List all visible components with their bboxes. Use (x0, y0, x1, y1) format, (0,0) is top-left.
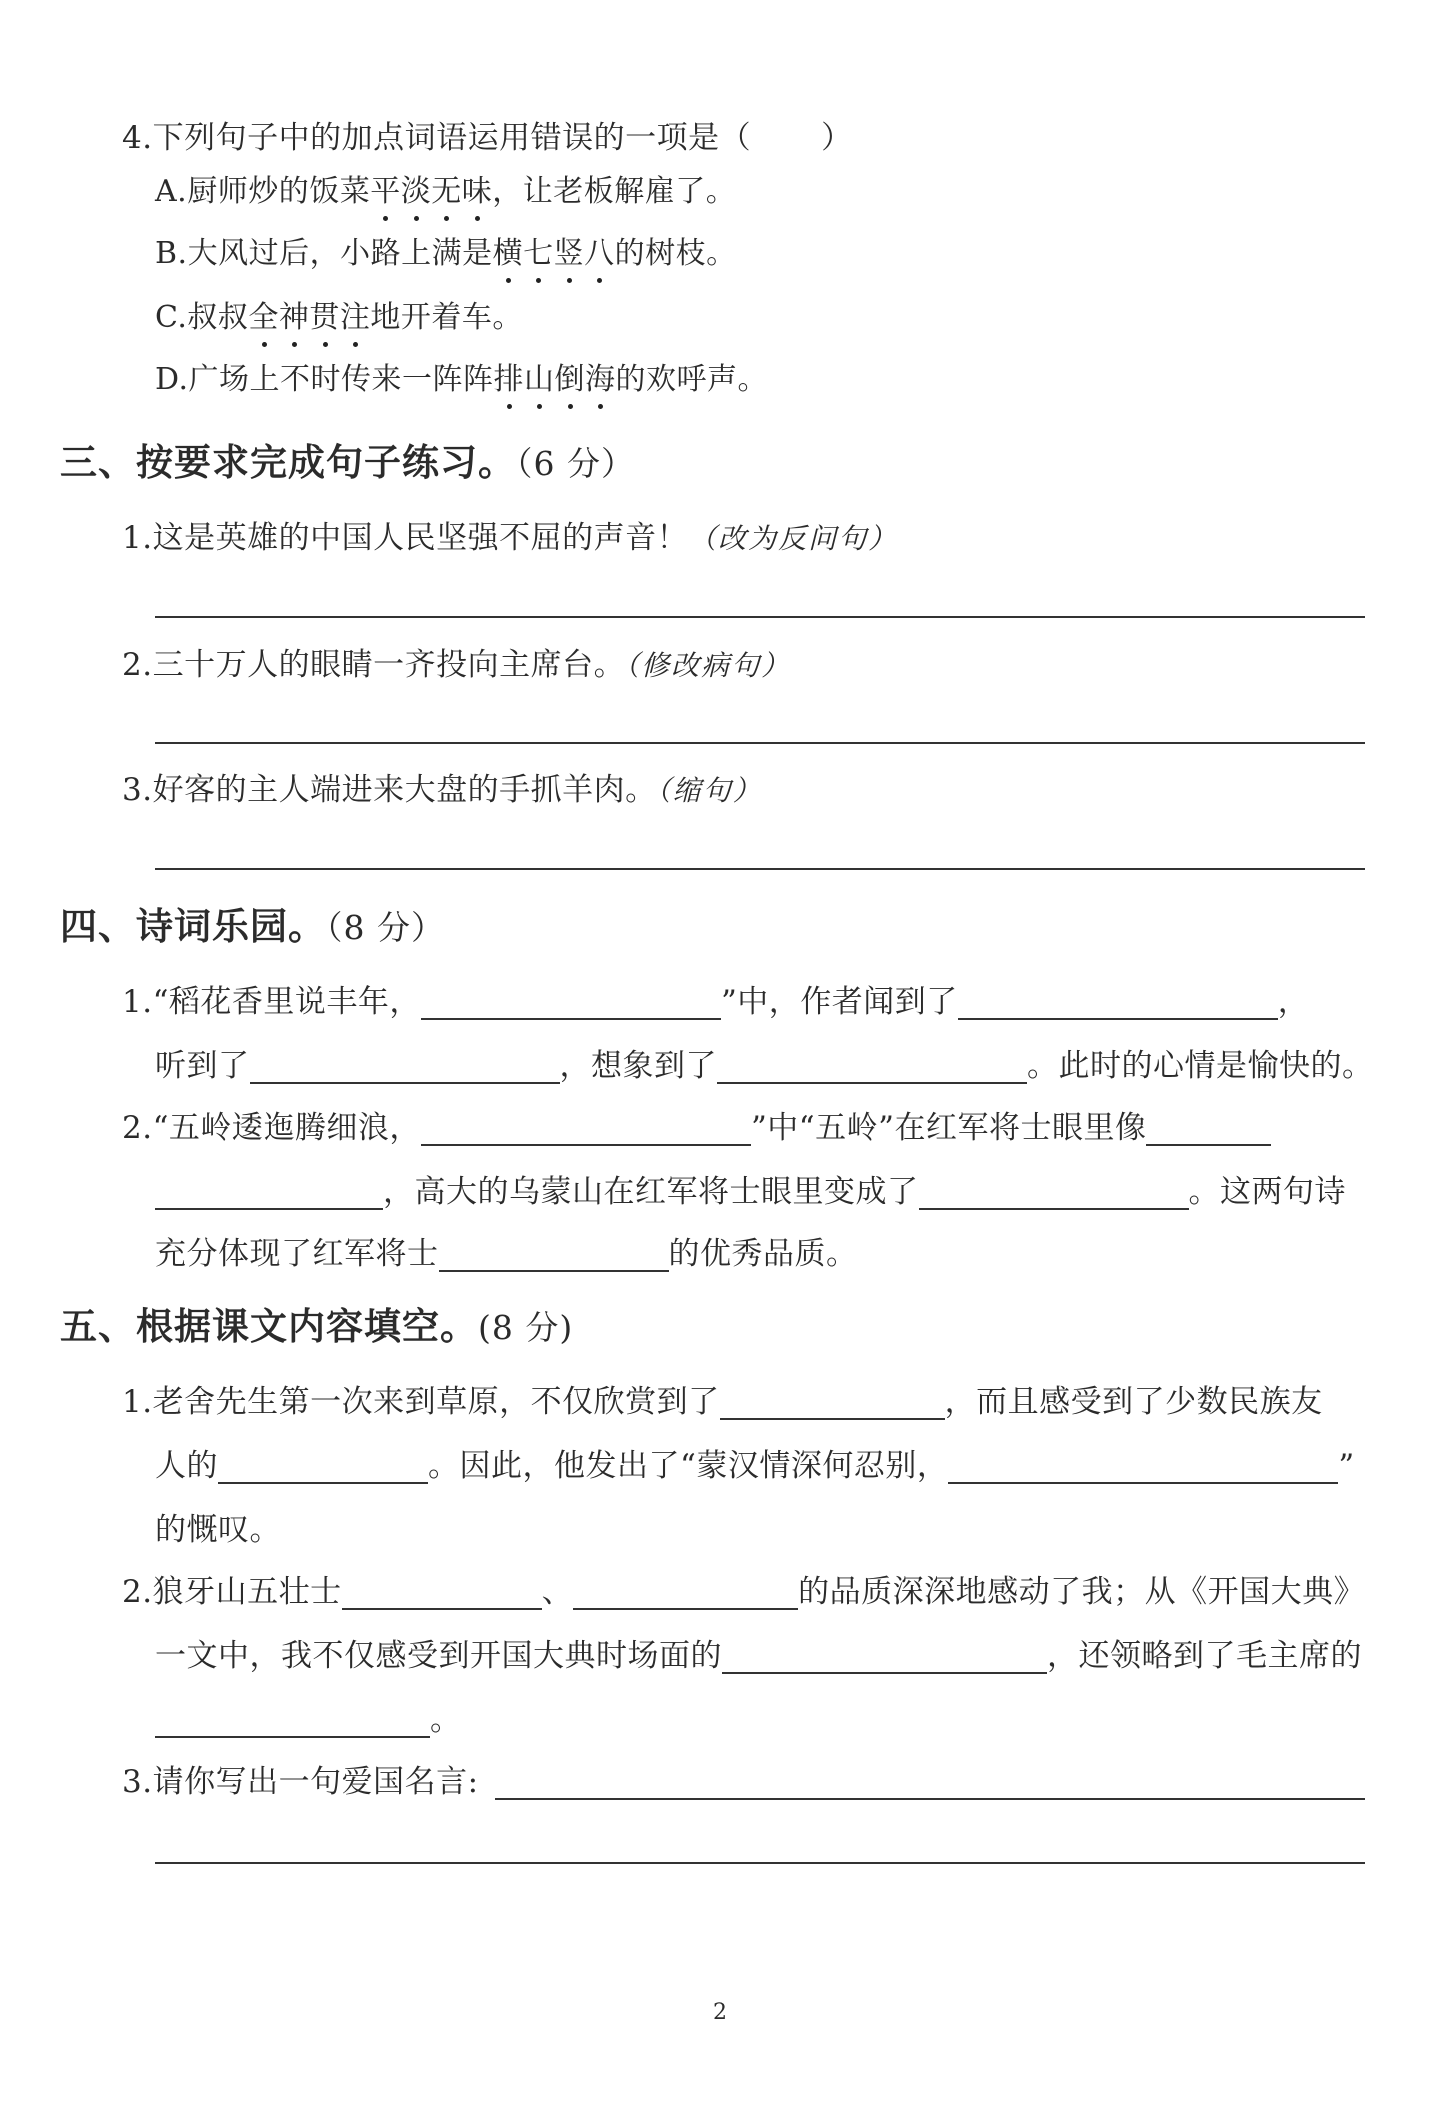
fill-blank[interactable] (155, 1704, 430, 1738)
page-number: 2 (713, 2000, 727, 2025)
sec3-q3: 3.好客的主人端进来大盘的手抓羊肉。（缩句） (122, 772, 763, 808)
fill-blank[interactable] (919, 1176, 1189, 1210)
q4-option-b[interactable]: B.大风过后，小路上满是横七竖八的树枝。 (155, 234, 737, 274)
q4-stem: 4.下列句子中的加点词语运用错误的一项是（ ） (122, 120, 853, 156)
dotted-word (370, 174, 492, 209)
sec4-q1-line2: 听到了 ，想象到了 。此时的心情是愉快的。 (155, 1048, 1374, 1084)
sec4-q2-line2: ，高大的乌蒙山在红军将士眼里变成了 。这两句诗 (155, 1172, 1346, 1212)
sec5-q1-line1: 1.老舍先生第一次来到草原，不仅欣赏到了 ，而且感受到了少数民族友 (122, 1384, 1323, 1420)
fill-blank[interactable] (155, 1176, 383, 1210)
sec5-q2-line1: 2.狼牙山五壮士 、 的品质深深地感动了我；从《开国大典》 (122, 1574, 1366, 1610)
answer-line[interactable] (495, 1798, 1365, 1800)
emphasis-char: 全 (248, 298, 279, 338)
emphasis-char: 无 (431, 172, 462, 212)
dotted-word (494, 362, 616, 397)
fill-blank[interactable] (717, 1050, 1027, 1084)
fill-blank[interactable] (342, 1576, 542, 1610)
fill-blank[interactable] (421, 1112, 751, 1146)
emphasis-char: 注 (340, 298, 371, 338)
emphasis-char: 七 (523, 234, 554, 274)
section-3-title: 三、按要求完成句子练习。（6 分） (60, 440, 635, 484)
answer-line[interactable] (155, 1862, 1365, 1864)
fill-blank[interactable] (439, 1238, 669, 1272)
emphasis-char: 神 (279, 298, 310, 338)
q4-option-c[interactable]: C.叔叔全神贯注地开着车。 (155, 298, 523, 338)
fill-blank[interactable] (1146, 1112, 1271, 1146)
sec5-q2-line2: 一文中，我不仅感受到开国大典时场面的 ，还领略到了毛主席的 (155, 1638, 1362, 1674)
emphasis-char: 山 (524, 360, 555, 400)
sec5-q1-line3: 的慨叹。 (155, 1512, 281, 1548)
emphasis-char: 八 (584, 234, 615, 274)
sec5-q2-line3: 。 (155, 1700, 462, 1740)
sec4-q2-line1: 2.“五岭逶迤腾细浪， ”中“五岭”在红军将士眼里像 (122, 1108, 1271, 1148)
sec3-q1: 1.这是英雄的中国人民坚强不屈的声音！（改为反问句） (122, 520, 899, 556)
answer-line[interactable] (155, 742, 1365, 744)
emphasis-char: 淡 (401, 172, 432, 212)
fill-blank[interactable] (958, 986, 1278, 1020)
fill-blank[interactable] (948, 1450, 1338, 1484)
emphasis-char: 横 (493, 234, 524, 274)
sec4-q2-line3: 充分体现了红军将士 的优秀品质。 (155, 1236, 858, 1272)
sec5-q1-line2: 人的 。因此，他发出了“蒙汉情深何忍别， ” (155, 1448, 1355, 1484)
answer-line[interactable] (155, 868, 1365, 870)
section-4-title: 四、诗词乐园。（8 分） (60, 904, 445, 948)
fill-blank[interactable] (573, 1576, 798, 1610)
q4-option-d[interactable]: D.广场上不时传来一阵阵排山倒海的欢呼声。 (155, 360, 768, 400)
section-5-title: 五、根据课文内容填空。(8 分) (60, 1304, 574, 1348)
emphasis-char: 竖 (554, 234, 585, 274)
fill-blank[interactable] (722, 1640, 1047, 1674)
fill-blank[interactable] (720, 1386, 945, 1420)
fill-blank[interactable] (421, 986, 721, 1020)
emphasis-char: 倒 (555, 360, 586, 400)
dotted-word (248, 300, 370, 335)
sec3-q2: 2.三十万人的眼睛一齐投向主席台。（修改病句） (122, 647, 792, 683)
answer-line[interactable] (155, 616, 1365, 618)
fill-blank[interactable] (218, 1450, 428, 1484)
fill-blank[interactable] (250, 1050, 560, 1084)
sec5-q3: 3.请你写出一句爱国名言: (122, 1764, 479, 1800)
emphasis-char: 味 (462, 172, 493, 212)
emphasis-char: 贯 (309, 298, 340, 338)
sec4-q1-line1: 1.“稻花香里说丰年， ”中，作者闻到了 ， (122, 984, 1310, 1020)
emphasis-char: 平 (370, 172, 401, 212)
dotted-word (493, 236, 615, 271)
emphasis-char: 海 (585, 360, 616, 400)
q4-option-a[interactable]: A.厨师炒的饭菜平淡无味，让老板解雇了。 (155, 172, 736, 212)
emphasis-char: 排 (494, 360, 525, 400)
